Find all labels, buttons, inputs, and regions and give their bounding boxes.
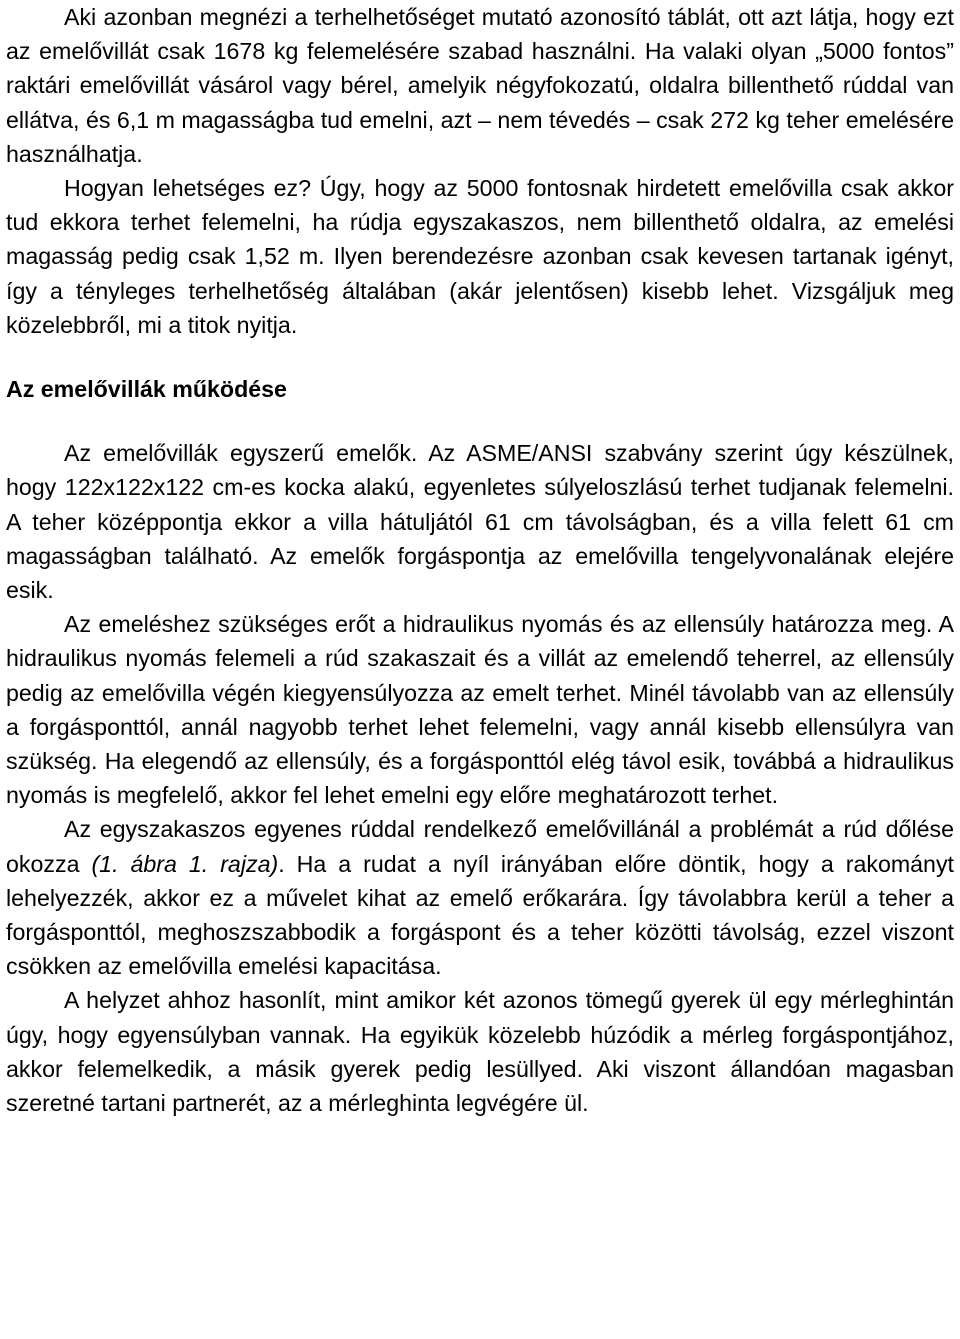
section-paragraph-3 (6, 812, 954, 983)
intro-paragraph-1: Aki azonban megnézi a terhelhetőséget mutató azonosító táblát, ott azt látja, hogy ezt az emelővillát csak 1678 kg felemelésére szabad használni. Ha valaki olyan „5000 fontos” raktári emelővillát vásárol vagy bérel, amelyik négyfokozatú, oldalra billenthető rúddal van ellátva, és 6,1 m magasságba tud emelni, azt – nem tévedés – csak 272 kg teher emelésére használhatja. (6, 4, 954, 167)
section-paragraph-1: Az emelővillák egyszerű emelők. Az ASME/ANSI szabvány szerint úgy készülnek, hogy 122x122x122 cm-es kocka alakú, egyenletes súlyeloszlású terhet tudjanak felemelni. A teher középpontja ekkor a villa hátuljától 61 cm távolságban, és a villa felett 61 cm magasságban található. Az emelők forgáspontja az emelővilla tengelyvonalának elejére esik. (6, 440, 954, 604)
section-paragraph-3-text-a: Az egyszakaszos egyenes rúddal rendelkező emelővillánál a problémát a rúd dőlése okozza (6, 816, 954, 877)
intro-paragraph-2: Hogyan lehetséges ez? Úgy, hogy az 5000 fontosnak hirdetett emelővilla csak akkor tud ekkora terhet felemelni, ha rúdja egyszakaszos, nem billenthető oldalra, az emelési magasság pedig csak 1,52 m. Ilyen berendezésre azonban csak kevesen tartanak igényt, így a tényleges terhelhetőség általában (akár jelentősen) kisebb lehet. Vizsgáljuk meg közelebbről, mi a titok nyitja. (6, 175, 954, 338)
section-paragraph-4: A helyzet ahhoz hasonlít, mint amikor két azonos tömegű gyerek ül egy mérleghintán úgy, hogy egyensúlyban vannak. Ha egyikük közelebb húzódik a mérleg forgáspontjához, akkor felemelkedik, a másik gyerek pedig lesüllyed. Aki viszont állandóan magasban szeretné tartani partnerét, az a mérleghinta legvégére ül. (6, 987, 954, 1117)
section-heading: Az emelővillák működése (6, 376, 287, 403)
section-paragraph-3-text-b: . Ha a rudat a nyíl irányában előre döntik, hogy a rakományt lehelyezzék, akkor ez a művelet kihat az emelő erőkarára. Így távolabbra kerül a teher a forgásponttól, meghoszszabbodik a forgáspont és a teher közötti távolság, ezzel viszont csökken az emelővilla emelési kapacitása. (6, 850, 954, 980)
section-paragraph-2: Az emeléshez szükséges erőt a hidraulikus nyomás és az ellensúly határozza meg. A hidraulikus nyomás felemeli a rúd szakaszait és a villát az emelendő teherrel, az ellensúly pedig az emelővilla végén kiegyensúlyozza az emelt terhet. Minél távolabb van az ellensúly a forgásponttól, annál nagyobb terhet lehet felemelni, vagy annál kisebb ellensúlyra van szükség. Ha elegendő az ellensúly, és a forgásponttól elég távol esik, továbbá a hidraulikus nyomás is megfelelő, akkor fel lehet emelni egy előre meghatározott terhet. (6, 611, 954, 809)
figure-reference: (1. ábra 1. rajza) (91, 850, 279, 877)
document-page (6, 0, 954, 1120)
